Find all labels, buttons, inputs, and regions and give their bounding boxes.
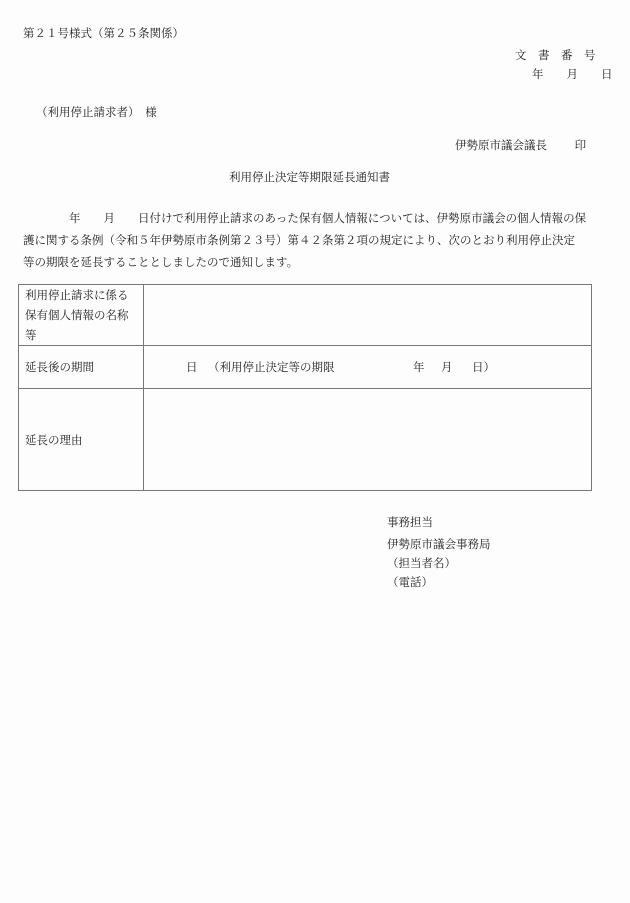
body-paragraph (23, 207, 593, 273)
date-label: 年 月 日 (532, 67, 613, 81)
table-row (19, 346, 592, 389)
contact-office: 伊勢原市議会事務局 (387, 537, 491, 551)
seal-mark: 印 (574, 138, 587, 152)
document-title: 利用停止決定等期限延長通知書 (229, 170, 390, 184)
extension-reason-label: 延長の理由 (19, 389, 144, 491)
deadline-day: 日） (472, 360, 495, 374)
label-line: 等 (25, 328, 37, 342)
form-number: 第２１号様式（第２５条関係） (23, 26, 184, 40)
table-row (19, 389, 592, 491)
table-row (19, 285, 592, 346)
contact-person: （担当者名） (387, 556, 456, 570)
deadline-label: （利用停止決定等の期限 (208, 360, 335, 374)
deadline-month: 月 (441, 360, 453, 374)
contact-heading: 事務担当 (387, 515, 433, 529)
info-name-label (19, 285, 144, 346)
deadline-year: 年 (413, 360, 425, 374)
extension-reason-value[interactable] (144, 389, 592, 491)
document-number-label: 文 書 番 号 (515, 48, 596, 62)
body-line: 護に関する条例（令和５年伊勢原市条例第２３号）第４２条第２項の規定により、次のとおり利用停止決定 (23, 233, 575, 247)
info-name-value[interactable] (144, 285, 592, 346)
label-line: 利用停止請求に係る (25, 288, 129, 302)
extension-details-table (18, 284, 592, 491)
contact-phone: （電話） (387, 575, 433, 589)
addressee: （利用停止請求者） 様 (36, 105, 157, 119)
period-day: 日 (186, 360, 198, 374)
body-line: 等の期限を延長することとしましたので通知します。 (23, 255, 299, 269)
issuer (455, 138, 586, 152)
label-line: 保有個人情報の名称 (25, 308, 129, 322)
extended-period-value[interactable] (144, 346, 592, 389)
issuer-title: 伊勢原市議会議長 (455, 138, 547, 152)
extended-period-label: 延長後の期間 (19, 346, 144, 389)
body-line: 年 月 日付けで利用停止請求のあった保有個人情報については、伊勢原市議会の個人情報の保 (23, 211, 587, 225)
